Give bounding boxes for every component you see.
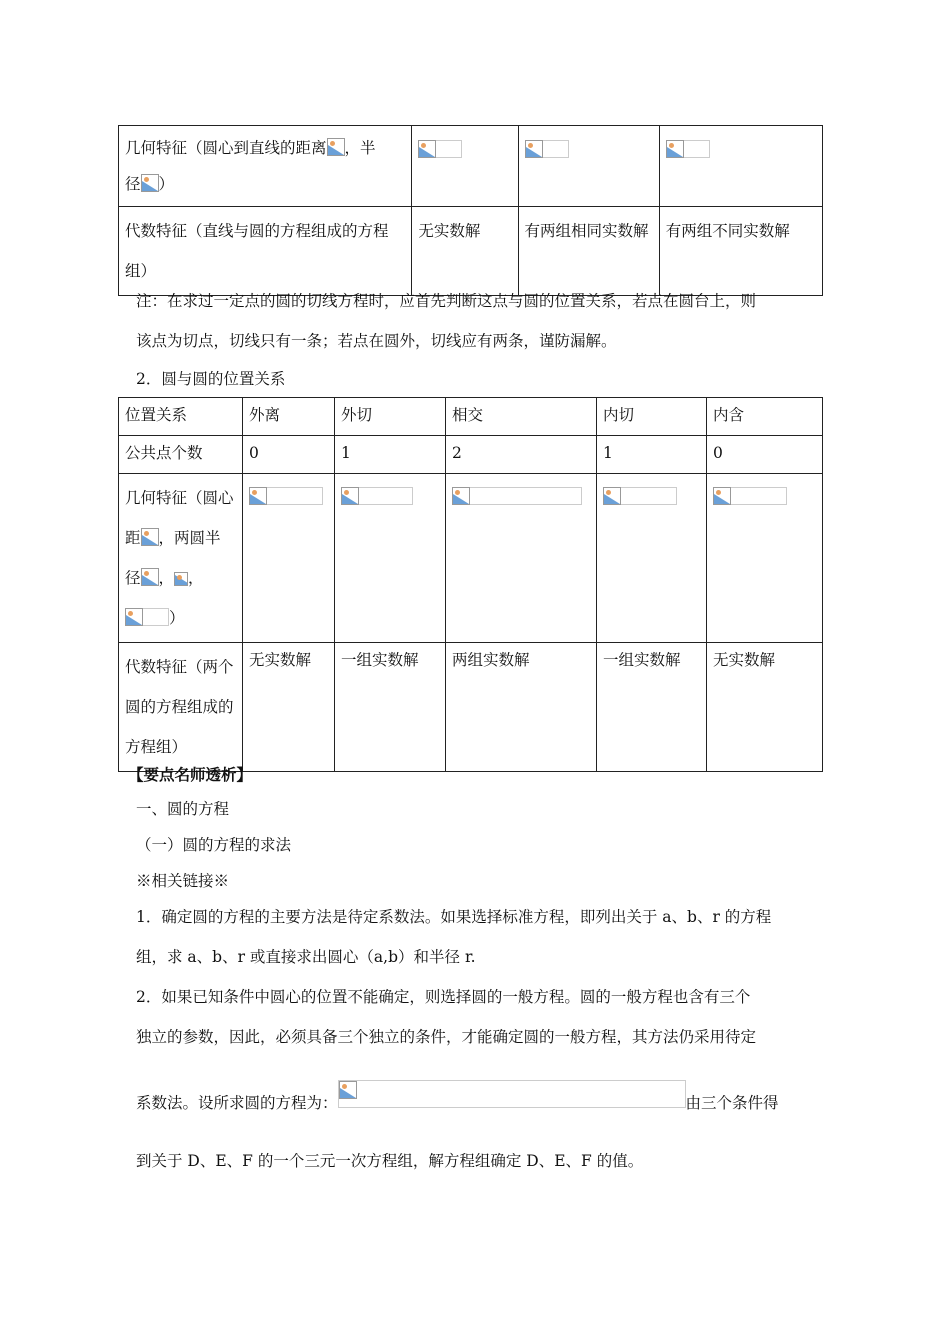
table-header-cell: 外离: [243, 398, 335, 436]
heading-2: （一）圆的方程的求法: [136, 836, 292, 854]
formula-image-icon: [125, 608, 143, 626]
alg-feature-label: 代数特征（两个圆的方程组成的方程组）: [119, 643, 243, 772]
related-links: ※相关链接※: [136, 872, 230, 890]
note-line-2: 该点为切点，切线只有一条；若点在圆外，切线应有两条，谨防漏解。: [136, 332, 617, 350]
table-cell: [243, 474, 335, 643]
geo-feature-label: 几何特征（圆心到直线的距离 ，半 径 ）: [119, 126, 412, 207]
formula-image-icon: [141, 568, 159, 586]
note-line-1: 注：在求过一定点的圆的切线方程时，应首先判断这点与圆的位置关系，若点在圆台上，则: [136, 292, 757, 310]
table-cell: 1: [597, 436, 707, 474]
table-cell: 一组实数解: [335, 643, 446, 772]
equation-image: [338, 1080, 686, 1108]
table-header-cell: 内切: [597, 398, 707, 436]
table-cell: [707, 474, 823, 643]
table-row: [119, 474, 823, 643]
section-2-title: 2．圆与圆的位置关系: [136, 370, 286, 388]
table-header-cell: 内含: [707, 398, 823, 436]
formula-image-icon: [249, 487, 267, 505]
paragraph-2-line-1: 2．如果已知条件中圆心的位置不能确定，则选择圆的一般方程。圆的一般方程也含有三个: [136, 988, 751, 1006]
table-header-cell: 外切: [335, 398, 446, 436]
formula-image-icon: [341, 487, 359, 505]
table-cell: 两组实数解: [446, 643, 597, 772]
formula-image-icon: [603, 487, 621, 505]
table-cell: [597, 474, 707, 643]
formula-image-icon: [339, 1081, 357, 1099]
line-circle-table: [118, 125, 823, 296]
table-cell: 1: [335, 436, 446, 474]
table-header-cell: 位置关系: [119, 398, 243, 436]
paragraph-2-line-3: 系数法。设所求圆的方程为： 由三个条件得: [136, 1080, 779, 1113]
table-cell: [659, 126, 822, 207]
table-cell: 无实数解: [412, 207, 518, 296]
table-row: [119, 398, 823, 436]
formula-image-icon: [525, 140, 543, 158]
table-cell: 2: [446, 436, 597, 474]
formula-image-icon: [418, 140, 436, 158]
paragraph-2-line-4: 到关于 D、E、F 的一个三元一次方程组，解方程组确定 D、E、F 的值。: [136, 1152, 644, 1170]
section-heading: 【要点名师透析】: [128, 765, 253, 784]
table-cell: 无实数解: [707, 643, 823, 772]
table-cell: 0: [707, 436, 823, 474]
table-header-cell: 相交: [446, 398, 597, 436]
table-row: [119, 207, 823, 296]
table-cell: [518, 126, 659, 207]
table-cell: 有两组相同实数解: [518, 207, 659, 296]
formula-image-icon: [141, 528, 159, 546]
table-row: [119, 126, 823, 207]
circle-circle-table: [118, 397, 823, 772]
table-cell: 有两组不同实数解: [659, 207, 822, 296]
formula-image-icon: [713, 487, 731, 505]
formula-image-icon: [666, 140, 684, 158]
table-cell: 无实数解: [243, 643, 335, 772]
table-cell: [446, 474, 597, 643]
table-row: [119, 436, 823, 474]
table-cell: 公共点个数: [119, 436, 243, 474]
table-cell: [335, 474, 446, 643]
formula-image-icon: [141, 174, 159, 192]
table-cell: [412, 126, 518, 207]
formula-image-icon: [452, 487, 470, 505]
paragraph-1-line-2: 组，求 a、b、r 或直接求出圆心（a,b）和半径 r.: [136, 948, 476, 966]
paragraph-1-line-1: 1．确定圆的方程的主要方法是待定系数法。如果选择标准方程，即列出关于 a、b、r 的方程: [136, 908, 772, 926]
alg-feature-label: 代数特征（直线与圆的方程组成的方程组）: [119, 207, 412, 296]
table-cell: 一组实数解: [597, 643, 707, 772]
paragraph-2-line-2: 独立的参数，因此，必须具备三个独立的条件，才能确定圆的一般方程，其方法仍采用待定: [136, 1028, 757, 1046]
table-cell: 0: [243, 436, 335, 474]
geo-feature-label: 几何特征（圆心距 ，两圆半径 ， ， ）: [119, 474, 243, 643]
table-row: [119, 643, 823, 772]
heading-1: 一、圆的方程: [136, 800, 230, 818]
formula-image-icon: [174, 572, 188, 586]
formula-image-icon: [327, 138, 345, 156]
